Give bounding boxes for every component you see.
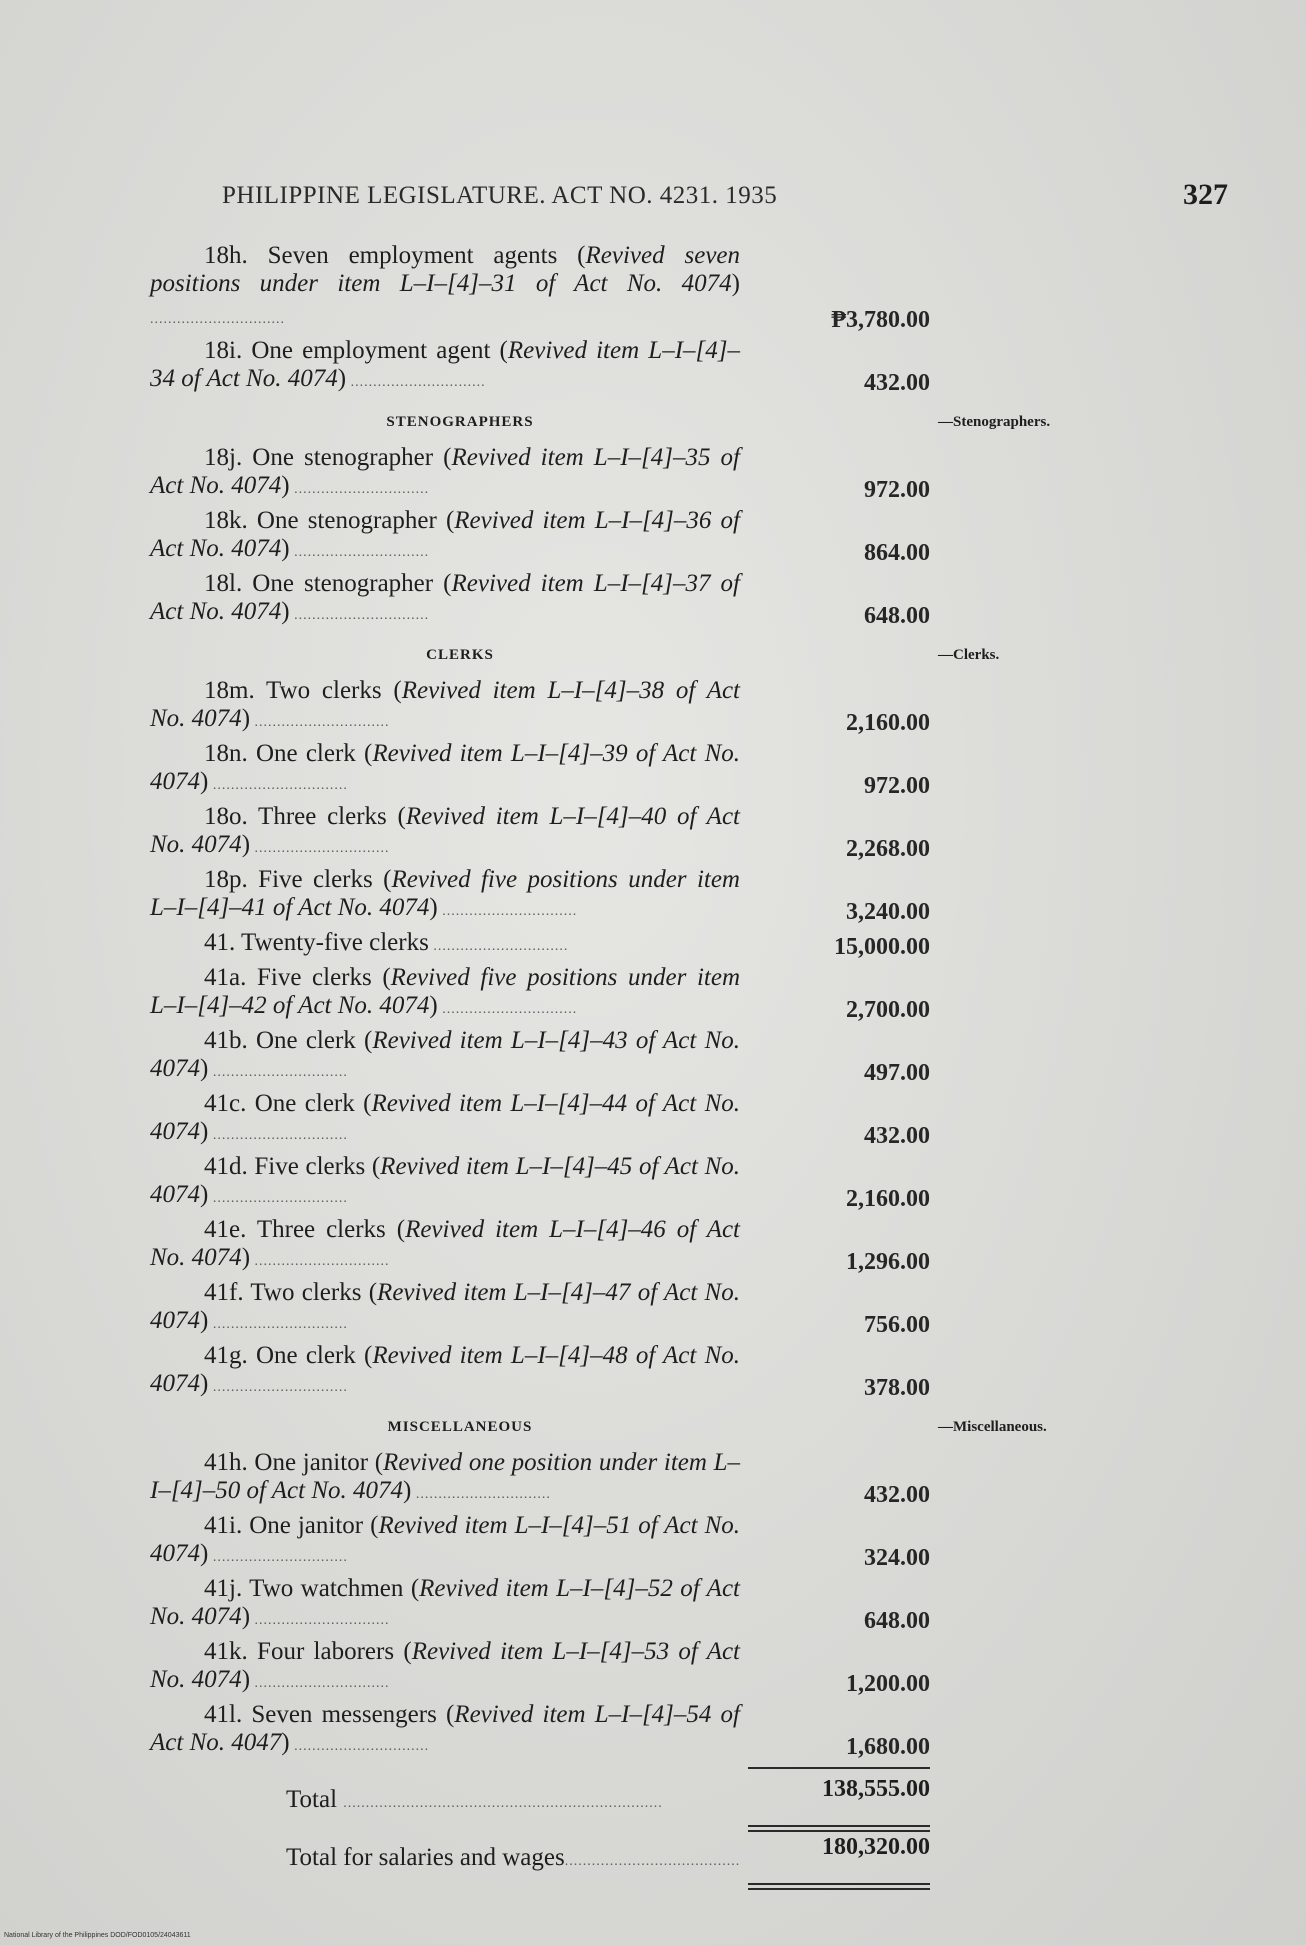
section-stenographers [150,400,1051,444]
double-rule [150,1880,930,1890]
item-tail: ) [200,1307,209,1334]
grand-total-label-text: Total for salaries and wages [286,1844,565,1871]
grand-total-row [150,1832,930,1880]
item-reference: Revived item L–I–[4]–53 of Act No. 4074 [150,1638,741,1693]
item-lead: 41l. Seven messengers ( [204,1701,455,1728]
item-amount: 648.00 [864,1608,930,1634]
item-lead: 41. Twenty-five clerks [204,929,429,956]
dot-leader: ....................................... [564,1854,740,1869]
appropriation-item [150,444,930,504]
item-amount: 864.00 [864,540,930,566]
item-description [150,1512,740,1572]
dot-leader: .............................. [250,1613,390,1628]
section-clerks [150,633,1000,677]
item-amount: 15,000.00 [834,934,930,960]
item-amount: 378.00 [864,1375,930,1401]
item-description [150,1449,740,1509]
item-amount: 2,160.00 [846,1186,930,1212]
dot-leader: .............................. [208,1550,348,1565]
dot-leader: .............................. [289,1739,430,1754]
appropriation-item [150,337,930,397]
item-amount: 432.00 [864,370,930,396]
item-amount: 972.00 [864,773,930,799]
dot-leader: .............................. [346,375,486,390]
item-tail: ) [200,1055,209,1082]
item-lead: 41a. Five clerks ( [204,964,391,991]
item-reference: Revived item L–I–[4]–48 of Act No. 4074 [150,1342,740,1397]
dot-leader: .............................. [437,904,578,919]
appropriation-item [150,1638,930,1698]
item-tail: ) [337,365,347,392]
item-tail: ) [241,831,251,858]
dot-leader: .............................. [289,608,430,623]
item-amount: 972.00 [864,477,930,503]
item-reference: Revived five positions under item L–I–[4]–42 of Act No. 4074 [150,964,740,1019]
item-tail: ) [200,1181,209,1208]
item-tail: ) [241,1244,251,1271]
dot-leader: .............................. [208,1065,348,1080]
appropriation-item [150,242,930,334]
item-amount: 756.00 [864,1312,930,1338]
item-amount: 1,680.00 [846,1734,930,1760]
item-lead: 41c. One clerk ( [204,1090,372,1117]
item-lead: 18p. Five clerks ( [204,866,392,893]
total-label [286,1786,740,1814]
double-rule [150,1822,930,1832]
item-reference: Revived item L–I–[4]–44 of Act No. 4074 [150,1090,740,1145]
item-description [150,444,740,504]
item-lead: 41b. One clerk ( [204,1027,373,1054]
appropriation-item [150,507,930,567]
item-description [150,570,740,630]
item-reference: Revived five positions under item L–I–[4]–41 of Act No. 4074 [150,866,740,921]
item-tail: ) [200,1370,209,1397]
item-reference: Revived item L–I–[4]–37 of Act No. 4074 [150,570,740,625]
item-lead: 41k. Four laborers ( [204,1638,412,1665]
grand-total-label [286,1844,740,1872]
item-amount: 648.00 [864,603,930,629]
dot-leader: .............................. [208,1380,348,1395]
item-reference: Revived item L–I–[4]–47 of Act No. 4074 [150,1279,740,1334]
item-tail: ) [429,992,438,1019]
appropriation-item [150,1575,930,1635]
item-lead: 41e. Three clerks ( [204,1216,406,1243]
item-description [150,337,740,397]
item-amount: 324.00 [864,1545,930,1571]
section-title: CLERKS [426,647,494,663]
appropriation-item [150,740,930,800]
dot-leader: .............................. [428,939,569,954]
item-lead: 18l. One stenographer ( [204,570,452,597]
item-tail: ) [403,1477,412,1504]
margin-note: —Clerks. [938,647,1000,663]
total-label-text: Total [286,1786,338,1813]
dot-leader: .............................. [437,1002,578,1017]
item-amount: 3,240.00 [846,899,930,925]
total-rule [150,1764,930,1774]
item-group-clerks [150,677,1160,1402]
section-title: STENOGRAPHERS [386,414,534,430]
margin-note: —Stenographers. [938,414,1051,430]
appropriation-item [150,677,930,737]
item-description [150,1153,740,1213]
item-lead: 18k. One stenographer ( [204,507,455,534]
item-reference: Revived item L–I–[4]–38 of Act No. 4074 [150,677,741,732]
item-description [150,866,740,926]
dot-leader: .............................. [411,1487,551,1502]
item-group-stenographers [150,444,1160,630]
item-amount: ₱3,780.00 [831,307,930,333]
item-amount: 1,200.00 [846,1671,930,1697]
dot-leader: .............................. [208,1317,348,1332]
grand-total-amount: 180,320.00 [822,1834,930,1860]
appropriation-item [150,1342,930,1402]
item-description [150,507,740,567]
item-description [150,1090,740,1150]
item-tail: ) [241,1666,251,1693]
item-tail: ) [731,270,740,297]
item-description [150,1701,740,1761]
rule-line [748,1883,930,1885]
rule-line [748,1767,930,1769]
page-number: 327 [1183,178,1228,211]
dot-leader: .............................. [150,312,285,327]
item-reference: Revived item L–I–[4]–39 of Act No. 4074 [150,740,740,795]
appropriation-item [150,1512,930,1572]
item-reference: Revived item L–I–[4]–40 of Act No. 4074 [150,803,740,858]
item-description [150,1216,740,1276]
item-tail: ) [200,1540,209,1567]
item-description [150,803,740,863]
item-tail: ) [281,535,290,562]
margin-note: —Miscellaneous. [938,1419,1047,1435]
item-tail: ) [281,598,290,625]
appropriation-list [150,242,1160,1890]
appropriation-item [150,866,930,926]
item-amount: 432.00 [864,1123,930,1149]
dot-leader: .............................. [289,482,430,497]
dot-leader: .............................. [250,1676,390,1691]
item-tail: ) [241,705,251,732]
item-description [150,1575,740,1635]
rule-line [748,1825,930,1827]
item-lead: 41f. Two clerks ( [204,1279,378,1306]
item-lead: 18h. Seven employment agents ( [204,242,586,269]
appropriation-item [150,929,930,961]
appropriation-item [150,1090,930,1150]
appropriation-item [150,570,930,630]
dot-leader: .............................. [208,1128,348,1143]
item-lead: 18n. One clerk ( [204,740,373,767]
item-reference: Revived item L–I–[4]–36 of Act No. 4074 [150,507,740,562]
item-lead: 18i. One employment agent ( [204,337,508,364]
item-reference: Revived item L–I–[4]–46 of Act No. 4074 [150,1216,741,1271]
item-lead: 18j. One stenographer ( [204,444,452,471]
item-lead: 41g. One clerk ( [204,1342,373,1369]
item-reference: Revived item L–I–[4]–34 of Act No. 4074 [150,337,740,392]
dot-leader: .............................. [250,841,390,856]
item-amount: 1,296.00 [846,1249,930,1275]
item-description [150,1279,740,1339]
item-lead: 18m. Two clerks ( [204,677,402,704]
item-amount: 497.00 [864,1060,930,1086]
dot-leader: .............................. [208,778,348,793]
item-tail: ) [429,894,438,921]
appropriation-item [150,1279,930,1339]
section-miscellaneous [150,1405,1047,1449]
item-reference: Revived item L–I–[4]–52 of Act No. 4074 [150,1575,740,1630]
item-group-miscellaneous [150,1449,1160,1761]
appropriation-item [150,1216,930,1276]
item-lead: 41i. One janitor ( [204,1512,379,1539]
item-reference: Revived item L–I–[4]–45 of Act No. 4074 [150,1153,740,1208]
item-tail: ) [241,1603,251,1630]
item-group-agents [150,242,1160,397]
item-lead: 41d. Five clerks ( [204,1153,381,1180]
appropriation-item [150,1701,930,1761]
item-reference: Revived seven positions under item L–I–[4]–31 of Act No. 4074 [150,242,741,297]
dot-leader: .............................. [208,1191,348,1206]
item-description [150,1342,740,1402]
appropriation-item [150,1449,930,1509]
item-description [150,929,740,961]
item-reference: Revived item L–I–[4]–35 of Act No. 4074 [150,444,740,499]
item-amount: 2,700.00 [846,997,930,1023]
item-amount: 432.00 [864,1482,930,1508]
total-amount: 138,555.00 [822,1776,930,1802]
scan-footer: National Library of the Philippines DOD/FOD0105/24043611 [4,1932,191,1939]
item-description [150,1638,740,1698]
rule-line [748,1888,930,1890]
appropriation-item [150,1153,930,1213]
item-description [150,1027,740,1087]
item-tail: ) [200,1118,209,1145]
item-amount: 2,268.00 [846,836,930,862]
item-reference: Revived item L–I–[4]–51 of Act No. 4074 [150,1512,740,1567]
total-row [150,1774,930,1822]
appropriation-item [150,1027,930,1087]
item-tail: ) [200,768,209,795]
item-description [150,740,740,800]
item-reference: Revived one position under item L–I–[4]–50 of Act No. 4074 [150,1449,740,1504]
page-header [218,178,1228,218]
item-amount: 2,160.00 [846,710,930,736]
item-tail: ) [281,472,290,499]
running-title: PHILIPPINE LEGISLATURE. ACT NO. 4231. 1935 [222,182,778,209]
section-title: MISCELLANEOUS [387,1419,533,1435]
item-reference: Revived item L–I–[4]–54 of Act No. 4047 [150,1701,740,1756]
dot-leader: ....................................................................... [343,1796,663,1811]
item-tail: ) [281,1729,290,1756]
appropriation-item [150,964,930,1024]
item-lead: 41h. One janitor ( [204,1449,384,1476]
dot-leader: .............................. [289,545,430,560]
appropriation-item [150,803,930,863]
item-lead: 41j. Two watchmen ( [204,1575,420,1602]
item-description [150,677,740,737]
dot-leader: .............................. [250,1254,390,1269]
item-reference: Revived item L–I–[4]–43 of Act No. 4074 [150,1027,740,1082]
dot-leader: .............................. [250,715,390,730]
item-description [150,242,740,334]
item-description [150,964,740,1024]
item-lead: 18o. Three clerks ( [204,803,406,830]
